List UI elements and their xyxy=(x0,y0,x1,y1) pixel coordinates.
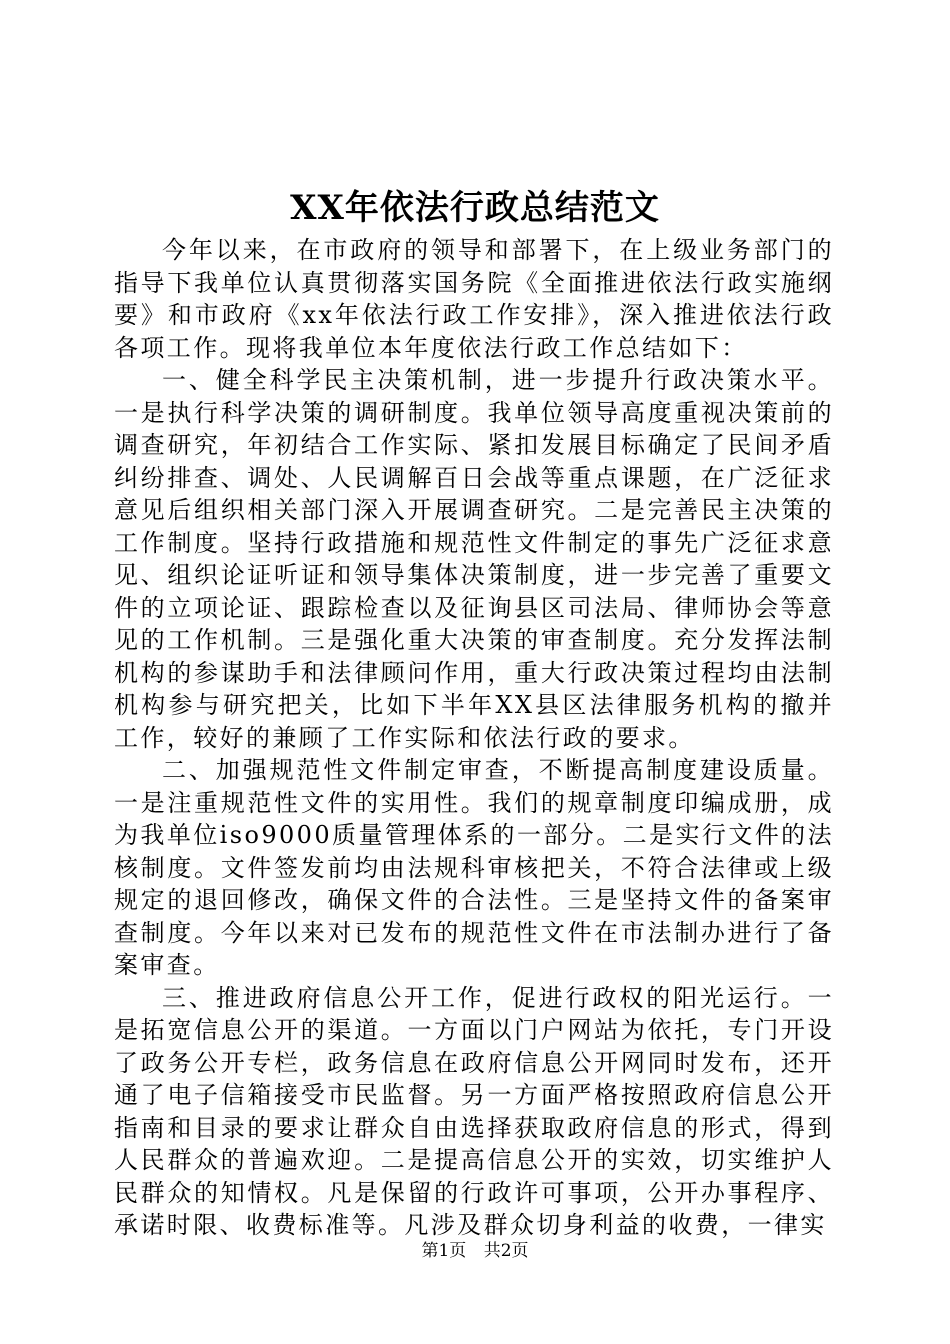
page-number-current: 第1页 xyxy=(421,1241,467,1261)
document-title: XX年依法行政总结范文 xyxy=(290,188,660,228)
paragraph-section-2: 二、加强规范性文件制定审查，不断提高制度建设质量。一是注重规范性文件的实用性。我们的规章制度印编成册，成为我单位iso9000质量管理体系的一部分。二是实行文件的法核制度。文件签发前均由法规科审核把关，不符合法律或上级规定的退回修改，确保文件的合法性。三是坚持文件的备案审查制度。今年以来对已发布的规范性文件在市法制办进行了备案审查。 xyxy=(114,756,834,979)
page-footer xyxy=(0,1239,950,1263)
paragraph-section-1: 一、健全科学民主决策机制，进一步提升行政决策水平。一是执行科学决策的调研制度。我单位领导高度重视决策前的调查研究，年初结合工作实际、紧扣发展目标确定了民间矛盾纠纷排查、调处、人民调解百日会战等重点课题，在广泛征求意见后组织相关部门深入开展调查研究。二是完善民主决策的工作制度。坚持行政措施和规范性文件制定的事先广泛征求意见、组织论证听证和领导集体决策制度，进一步完善了重要文件的立项论证、跟踪检查以及征询县区司法局、律师协会等意见的工作机制。三是强化重大决策的审查制度。充分发挥法制机构的参谋助手和法律顾问作用，重大行政决策过程均由法制机构参与研究把关，比如下半年XX县区法律服务机构的撤并工作，较好的兼顾了工作实际和依法行政的要求。 xyxy=(114,366,834,752)
page-number-total: 共2页 xyxy=(483,1241,529,1261)
paragraph-intro: 今年以来，在市政府的领导和部署下，在上级业务部门的指导下我单位认真贯彻落实国务院《全面推进依法行政实施纲要》和市政府《xx年依法行政工作安排》，深入推进依法行政各项工作。现将我单位本年度依法行政工作总结如下： xyxy=(114,236,834,362)
document-body xyxy=(114,234,834,1242)
paragraph-section-3: 三、推进政府信息公开工作，促进行政权的阳光运行。一是拓宽信息公开的渠道。一方面以门户网站为依托，专门开设了政务公开专栏，政务信息在政府信息公开网同时发布，还开通了电子信箱接受市民监督。另一方面严格按照政府信息公开指南和目录的要求让群众自由选择获取政府信息的形式，得到人民群众的普遍欢迎。二是提高信息公开的实效，切实维护人民群众的知情权。凡是保留的行政许可事项，公开办事程序、承诺时限、收费标准等。凡涉及群众切身利益的收费，一律实 xyxy=(114,983,834,1239)
